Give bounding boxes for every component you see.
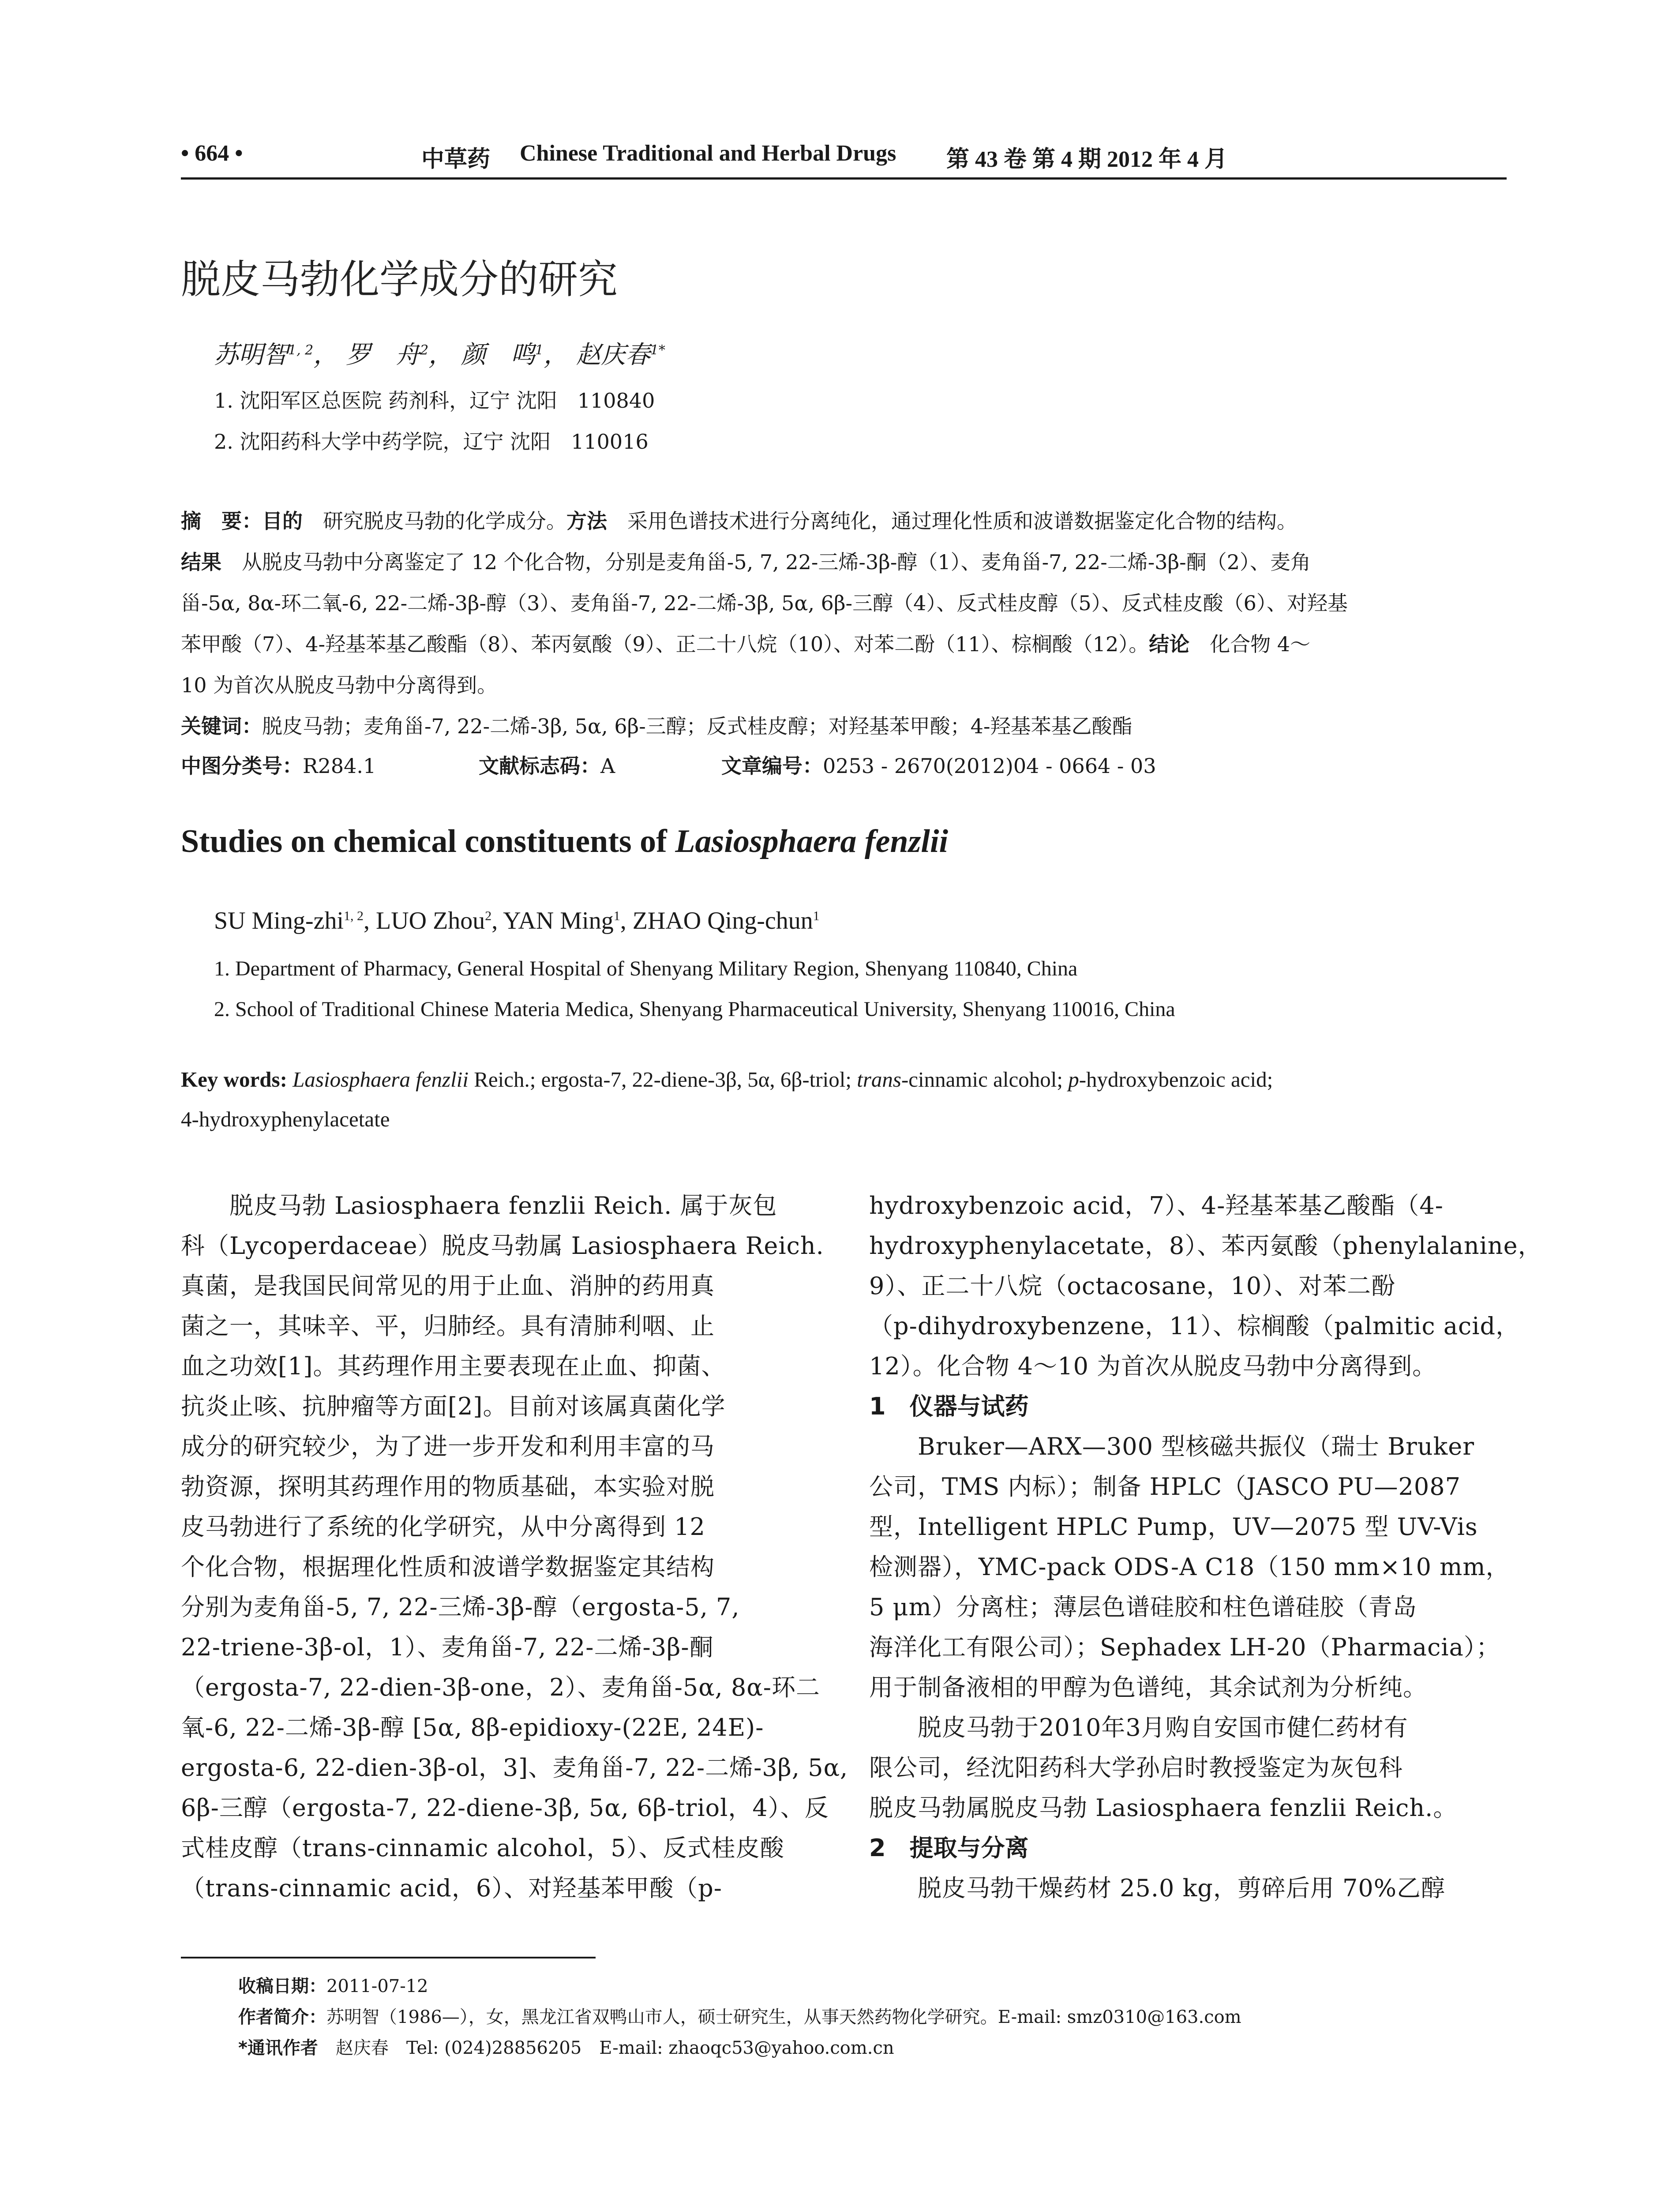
affiliation-cn-2: 2. 沈阳药科大学中药学院，辽宁 沈阳 110016 [214, 430, 649, 454]
received-date: 2011-07-12 [326, 1976, 428, 1996]
title-en-species: Lasiosphaera fenzlii [675, 823, 949, 859]
footnote-corresponding [238, 2034, 894, 2059]
keywords-en-p: p [1068, 1067, 1079, 1092]
body-text-line: 抗炎止咳、抗肿瘤等方面[2]。目前对该属真菌化学 [181, 1392, 726, 1420]
body-text-line: 用于制备液相的甲醇为色谱纯，其余试剂为分析纯。 [869, 1673, 1427, 1701]
article-label: 文章编号： [721, 754, 823, 778]
body-text-line: 成分的研究较少，为了进一步开发和利用丰富的马 [181, 1433, 715, 1460]
body-text-line: 真菌，是我国民间常见的用于止血、消肿的药用真 [181, 1272, 715, 1300]
title-en [181, 823, 948, 860]
keywords-text: 脱皮马勃；麦角甾-7, 22-二烯-3β, 5α, 6β-三醇；反式桂皮醇；对羟基苯甲酸；4-羟基苯基乙酸酯 [262, 714, 1132, 738]
received-label: 收稿日期： [238, 1976, 326, 1996]
author-name: 颜 鸣 [461, 341, 535, 369]
corresponding-label: *通讯作者 [238, 2038, 318, 2058]
body-text-line: （ergosta-7, 22-dien-3β-one，2）、麦角甾-5α, 8α-环二 [181, 1673, 821, 1701]
body-text-line: 皮马勃进行了系统的化学研究，从中分离得到 12 [181, 1513, 705, 1541]
clc-label: 中图分类号： [181, 754, 303, 778]
body-text-line: 9）、正二十八烷（octacosane，10）、对苯二酚 [869, 1272, 1396, 1300]
purpose-label: 目的 [262, 509, 303, 533]
author-name-en: ZHAO Qing-chun [632, 907, 813, 934]
body-text-line: 脱皮马勃于2010年3月购自安国市健仁药材有 [869, 1714, 1408, 1741]
keywords-en-text: -hydroxybenzoic acid; [1079, 1067, 1273, 1092]
title-cn: 脱皮马勃化学成分的研究 [181, 256, 618, 303]
abstract-line-2 [181, 546, 1311, 575]
body-text-line: 公司，TMS 内标）；制备 HPLC（JASCO PU—2087 [869, 1473, 1461, 1501]
author-affil-marker: 1* [650, 342, 665, 358]
authors-en: SU Ming-zhi$^{1, 2}$, LUO Zhou$^2$, YAN Ming$^1$, ZHAO Qing-chun$^1$ [214, 907, 820, 934]
conclusion-text: 化合物 4～ [1210, 632, 1311, 656]
result-text-cont: 苯甲酸（7）、4-羟基苯基乙酸酯（8）、苯丙氨酸（9）、正二十八烷（10）、对苯二酚（11）、棕榈酸（12）。 [181, 632, 1149, 656]
author-bio-label: 作者简介： [238, 2007, 326, 2027]
body-text-line: 海洋化工有限公司）；Sephadex LH-20（Pharmacia）； [869, 1633, 1500, 1661]
keywords-cn [181, 710, 1132, 739]
doc-label: 文献标志码： [479, 754, 600, 778]
doc-value: A [600, 754, 615, 778]
author-bio: 苏明智（1986—），女，黑龙江省双鸭山市人，硕士研究生，从事天然药物化学研究。E-mail: smz0310@163.com [326, 2007, 1241, 2027]
journal-name-en: Chinese Traditional and Herbal Drugs [520, 141, 896, 166]
article-number [721, 750, 1156, 779]
body-text-line: hydroxyphenylacetate，8）、苯丙氨酸（phenylalanine， [869, 1232, 1542, 1260]
abstract-line-1 [181, 505, 1297, 534]
body-text-line: Bruker—ARX—300 型核磁共振仪（瑞士 Bruker [869, 1433, 1475, 1460]
body-text-line: 脱皮马勃干燥药材 25.0 kg，剪碎后用 70%乙醇 [869, 1874, 1446, 1902]
result-label: 结果 [181, 550, 221, 574]
section-heading-1: 1 仪器与试药 [869, 1392, 1029, 1420]
conclusion-label: 结论 [1149, 632, 1190, 656]
body-text-line: 型，Intelligent HPLC Pump，UV—2075 型 UV-Vis [869, 1513, 1478, 1541]
method-text: 采用色谱技术进行分离纯化，通过理化性质和波谱数据鉴定化合物的结构。 [627, 509, 1297, 533]
body-text-line: hydroxybenzoic acid，7）、4-羟基苯基乙酸酯（4- [869, 1192, 1444, 1219]
body-text-line: 22-triene-3β-ol，1）、麦角甾-7, 22-二烯-3β-酮 [181, 1633, 714, 1661]
page-number: • 664 • [181, 141, 243, 166]
body-text-line: 分别为麦角甾-5, 7, 22-三烯-3β-醇（ergosta-5, 7, [181, 1593, 740, 1621]
body-text-line: 脱皮马勃属脱皮马勃 Lasiosphaera fenzlii Reich.。 [869, 1794, 1458, 1822]
body-text-line: 6β-三醇（ergosta-7, 22-diene-3β, 5α, 6β-triol，4）、反 [181, 1794, 829, 1822]
title-en-main: Studies on chemical constituents of [181, 823, 675, 859]
author-affil-marker: 1 [535, 342, 544, 358]
author-name: 赵庆春 [576, 341, 650, 369]
keywords-en-text: -cinnamic alcohol; [901, 1067, 1069, 1092]
body-text-line: 式桂皮醇（trans-cinnamic alcohol，5）、反式桂皮酸 [181, 1834, 784, 1862]
body-text-line: 12）。化合物 4～10 为首次从脱皮马勃中分离得到。 [869, 1352, 1437, 1380]
affiliation-en-1: 1. Department of Pharmacy, General Hospital of Shenyang Military Region, Shenyang 110840, China [214, 957, 1078, 980]
author-name-en: LUO Zhou [376, 907, 485, 934]
abstract-label: 摘 要： [181, 509, 262, 533]
body-text-line: 5 μm）分离柱；薄层色谱硅胶和柱色谱硅胶（青岛 [869, 1593, 1417, 1621]
author-affil-marker: 1 [813, 908, 820, 923]
keywords-en-label: Key words: [181, 1067, 287, 1092]
doc-code [479, 750, 615, 779]
clc-code: R284.1 [303, 754, 376, 778]
journal-issue: 第 43 卷 第 4 期 2012 年 4 月 [946, 147, 1228, 172]
footnote-rule [181, 1957, 596, 1958]
classification [181, 750, 376, 779]
keywords-en-text: Reich.; ergosta-7, 22-diene-3β, 5α, 6β-triol; [468, 1067, 857, 1092]
body-text-line: 个化合物，根据理化性质和波谱学数据鉴定其结构 [181, 1553, 715, 1581]
body-text-line: 血之功效[1]。其药理作用主要表现在止血、抑菌、 [181, 1352, 726, 1380]
author-name: 罗 舟 [346, 341, 420, 369]
author-name-en: SU Ming-zhi [214, 907, 344, 934]
body-text-line: 氧-6, 22-二烯-3β-醇 [5α, 8β-epidioxy-(22E, 24E)- [181, 1714, 764, 1741]
body-text-line: 检测器），YMC-pack ODS-A C18（150 mm×10 mm， [869, 1553, 1510, 1581]
authors-cn: 苏明智$^{1, 2}$， 罗 舟$^2$， 颜 鸣$^1$， 赵庆春$^{1*}$ [214, 341, 665, 369]
body-text-line: ergosta-6, 22-dien-3β-ol，3]、麦角甾-7, 22-二烯-3β, 5α, [181, 1754, 848, 1782]
body-text-line: 勃资源，探明其药理作用的物质基础，本实验对脱 [181, 1473, 715, 1501]
body-text-line: 限公司，经沈阳药科大学孙启时教授鉴定为灰包科 [869, 1754, 1403, 1782]
keywords-en [181, 1067, 1273, 1092]
body-text-line: （trans-cinnamic acid，6）、对羟基苯甲酸（p- [181, 1874, 723, 1902]
author-affil-marker: 1 [613, 908, 620, 923]
body-text-line: 菌之一，其味辛、平，归肺经。具有清肺利咽、止 [181, 1312, 715, 1340]
corresponding-info: 赵庆春 Tel: (024)28856205 E-mail: zhaoqc53@yahoo.com.cn [318, 2038, 894, 2058]
article-value: 0253 - 2670(2012)04 - 0664 - 03 [823, 754, 1156, 778]
author-affil-marker: 1, 2 [288, 342, 314, 358]
abstract-line-4 [181, 628, 1310, 657]
abstract-line-3: 甾-5α, 8α-环二氧-6, 22-二烯-3β-醇（3）、麦角甾-7, 22-二烯-3β, 5α, 6β-三醇（4）、反式桂皮醇（5）、反式桂皮酸（6）、对羟基 [181, 591, 1348, 615]
method-label: 方法 [566, 509, 607, 533]
keywords-label: 关键词： [181, 714, 262, 738]
body-text-line: （p-dihydroxybenzene，11）、棕榈酸（palmitic acid， [869, 1312, 1520, 1340]
keywords-en-species: Lasiosphaera fenzlii [292, 1067, 469, 1092]
keywords-en-line-2: 4-hydroxyphenylacetate [181, 1107, 390, 1131]
purpose-text: 研究脱皮马勃的化学成分。 [323, 509, 566, 533]
body-text-line: 科（Lycoperdaceae）脱皮马勃属 Lasiosphaera Reich. [181, 1232, 824, 1260]
abstract-line-5: 10 为首次从脱皮马勃中分离得到。 [181, 673, 498, 697]
body-text-line: 脱皮马勃 Lasiosphaera fenzlii Reich. 属于灰包 [181, 1192, 777, 1219]
author-name: 苏明智 [214, 341, 288, 369]
affiliation-en-2: 2. School of Traditional Chinese Materia Medica, Shenyang Pharmaceutical University, Shenyang 110016, China [214, 998, 1175, 1021]
result-text: 从脱皮马勃中分离鉴定了 12 个化合物，分别是麦角甾-5, 7, 22-三烯-3β-醇（1）、麦角甾-7, 22-二烯-3β-酮（2）、麦角 [242, 550, 1311, 574]
header-rule [181, 177, 1507, 180]
keywords-en-trans: trans [857, 1067, 901, 1092]
author-name-en: YAN Ming [503, 907, 614, 934]
journal-name-cn: 中草药 [421, 147, 491, 172]
section-heading-2: 2 提取与分离 [869, 1834, 1029, 1862]
footnote-received [238, 1972, 428, 1997]
author-affil-marker: 1, 2 [344, 908, 364, 923]
author-affil-marker: 2 [420, 342, 429, 358]
affiliation-cn-1: 1. 沈阳军区总医院 药剂科，辽宁 沈阳 110840 [214, 389, 655, 413]
footnote-author [238, 2003, 1241, 2028]
author-affil-marker: 2 [485, 908, 492, 923]
